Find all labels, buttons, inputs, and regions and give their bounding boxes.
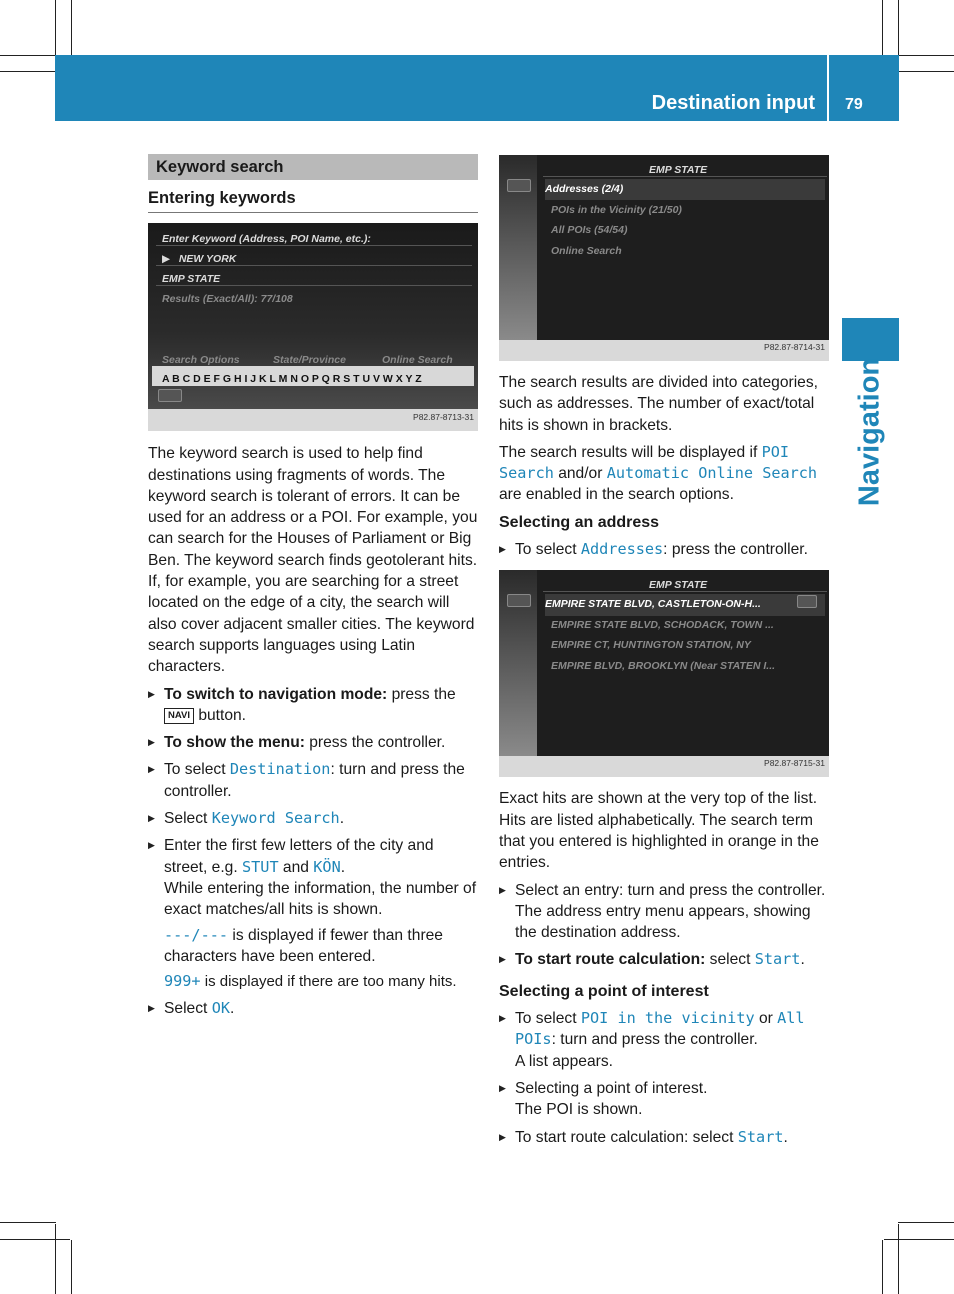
side-tab-label: Navigation [853, 357, 886, 507]
screen-title: EMP STATE [649, 164, 708, 176]
step-show-menu: ▶ To show the menu: press the controller. [148, 732, 478, 753]
section-title: Destination input [651, 92, 815, 114]
crop-mark [882, 1240, 883, 1294]
category-online-search: Online Search [551, 245, 622, 257]
step-select-keyword-search: ▶ Select Keyword Search. [148, 808, 478, 829]
crop-mark [0, 1239, 70, 1240]
menu-term-poi-vicinity: POI in the vicinity [580, 1009, 755, 1028]
category-addresses: Addresses (2/4) [545, 179, 825, 200]
screen-display [499, 155, 829, 340]
example-kon: KÖN [313, 857, 341, 876]
crop-mark [884, 1239, 954, 1240]
menu-term-all-pois: All POIs [515, 1009, 805, 1049]
screenshot-search-categories [499, 155, 829, 361]
step-start-route-poi: ▶ To start route calculation: select Start. [499, 1127, 829, 1148]
screenshot-address-list [499, 570, 829, 777]
figure-reference: P82.87-8713-31 [413, 412, 474, 422]
menu-term-keyword-search: Keyword Search [211, 809, 340, 828]
screen-display [148, 223, 478, 409]
page-header [55, 55, 899, 121]
header-divider [827, 55, 829, 121]
option-online-search: Automatic Online Search [606, 464, 818, 483]
step-select-destination: ▶ To select Destination: turn and press the controller. [148, 759, 478, 802]
right-column [499, 155, 829, 1154]
details-icon [797, 595, 817, 608]
hits-paragraph: Exact hits are shown at the very top of the list. Hits are listed alphabetically. The search term that you entered is highlighted in orange in the entries. [499, 790, 819, 872]
side-tab [842, 318, 899, 361]
figure-reference: P82.87-8714-31 [764, 341, 825, 352]
option-poi-search: POI Search [499, 442, 790, 483]
address-entry: EMPIRE STATE BLVD, SCHODACK, TOWN ... [551, 619, 774, 632]
left-column [148, 154, 478, 1026]
sub-heading-address: Selecting an address [499, 513, 660, 531]
step-select-ok: ▶ Select OK. [148, 998, 478, 1019]
entry-line: ▶ NEW YORK [162, 253, 237, 266]
back-icon [507, 179, 531, 192]
address-entry: EMPIRE BLVD, BROOKLYN (Near STATEN I... [551, 660, 776, 673]
category-pois-vicinity: POIs in the Vicinity (21/50) [551, 204, 682, 216]
divider [156, 285, 472, 286]
category-all-pois: All POIs (54/54) [551, 224, 628, 236]
screenshot-keyword-entry [148, 223, 478, 431]
step-enter-letters: ▶ Enter the first few letters of the city and street, e.g. STUT and KÖN. While entering the information, the number of exact matches/all hits is shown. ---/--- is displayed if fewer than three characters have been entered. 999+ is displayed if there are too many hits. [148, 835, 478, 992]
intro-paragraph: The keyword search is used to help find destinations using fragments of words. The keyword search is tolerant of errors. It can be used for an address or a POI. For example, you can search for the Houses of Parliament or Big Ben. The keyword search finds geotolerant hits. If, for example, you are searching for a street located on the edge of a city, the search will also cover adjacent smaller cities. The keyword search supports languages using Latin characters. [148, 445, 478, 676]
divider [156, 245, 472, 246]
results-paragraph: The search results are divided into categories, such as addresses. The number of exact/total hits is shown in brackets. [499, 374, 818, 434]
menu-term-ok: OK [211, 999, 230, 1018]
divider [543, 591, 827, 592]
menu-online-search: Online Search [382, 354, 453, 367]
page-number: 79 [845, 96, 863, 113]
results-count: Results (Exact/All): 77/108 [162, 293, 293, 306]
step-start-route: ▶ To start route calculation: select Start. [499, 949, 829, 970]
display-999: 999+ [164, 972, 201, 991]
crop-mark [0, 1222, 56, 1223]
divider [543, 176, 827, 177]
example-stut: STUT [242, 857, 279, 876]
section-heading: Keyword search [148, 154, 478, 180]
menu-term-destination: Destination [229, 760, 331, 779]
menu-state-province: State/Province [273, 354, 346, 367]
sub-heading-poi: Selecting a point of interest [499, 982, 709, 1000]
screen-display [499, 570, 829, 756]
menu-term-start: Start [754, 950, 801, 969]
alphabet-row: A B C D E F G H I J K L M N O P Q R S T U V W X Y Z [162, 373, 422, 386]
display-dashes: ---/--- [164, 925, 229, 944]
step-select-poi-category: ▶ To select POI in the vicinity or All POIs: turn and press the controller. A list appears. [499, 1008, 829, 1072]
address-entry: EMPIRE STATE BLVD, CASTLETON-ON-H... [545, 594, 825, 615]
keyword-field: EMP STATE [162, 273, 221, 286]
step-select-entry: ▶ Select an entry: turn and press the controller. The address entry menu appears, showing the destination address. [499, 880, 829, 944]
sub-heading: Entering keywords [148, 188, 478, 213]
step-select-addresses: ▶ To select Addresses: press the controller. [499, 539, 829, 560]
crop-mark [55, 1224, 56, 1294]
divider [156, 265, 472, 266]
menu-term-start: Start [737, 1127, 784, 1146]
menu-search-options: Search Options [162, 354, 240, 367]
crop-mark [898, 1224, 899, 1294]
crop-mark [71, 1240, 72, 1294]
back-icon [507, 594, 531, 607]
figure-reference: P82.87-8715-31 [764, 758, 825, 769]
back-icon [158, 389, 182, 402]
crop-mark [898, 1222, 954, 1223]
step-select-poi: ▶ Selecting a point of interest. The POI is shown. [499, 1078, 829, 1121]
step-switch-navigation: ▶ To switch to navigation mode: press the NAVI button. [148, 684, 478, 727]
display-condition-paragraph: The search results will be displayed if POI Search and/or Automatic Online Search are enabled in the search options. [499, 442, 818, 504]
navi-key-icon: NAVI [164, 708, 194, 724]
address-entry: EMPIRE CT, HUNTINGTON STATION, NY [551, 639, 751, 652]
pointer-icon: ▶ [162, 253, 179, 266]
screen-title: EMP STATE [649, 579, 708, 592]
prompt-text: Enter Keyword (Address, POI Name, etc.): [162, 233, 371, 246]
character-bar [152, 366, 474, 386]
menu-term-addresses: Addresses [580, 540, 664, 559]
